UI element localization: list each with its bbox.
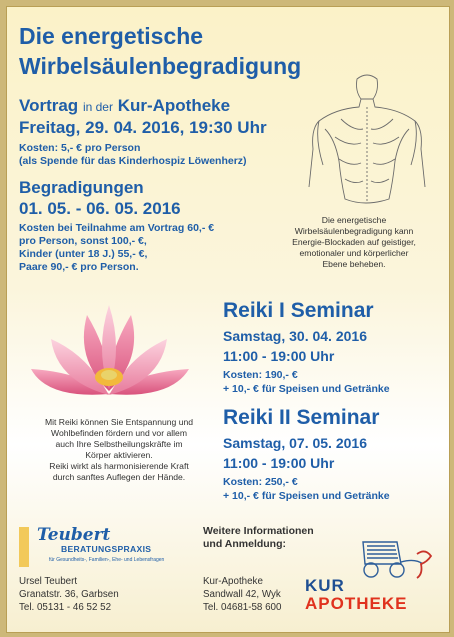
teubert-contact-address: Granatstr. 36, Garbsen — [19, 589, 119, 600]
reiki-caption-line: Körper aktivieren. — [85, 450, 153, 460]
vortrag-in-der: in der — [82, 100, 113, 114]
reiki1-time: 11:00 - 19:00 Uhr — [223, 348, 335, 364]
apotheke-logo-word: APOTHEKE — [305, 594, 408, 613]
reiki2-kosten: Kosten: 250,- € — [223, 476, 298, 488]
reiki2-title: Reiki II Seminar — [223, 406, 380, 429]
weitere-informationen — [203, 525, 314, 551]
teubert-logo — [19, 525, 169, 570]
kur-apotheke-logo — [303, 534, 435, 614]
vortrag-kosten: Kosten: 5,- € pro Person — [19, 142, 141, 154]
reiki-caption-line: durch sanftes Auflegen der Hände. — [52, 472, 186, 482]
back-caption-line: Wirbelsäulenbegradigung kann — [294, 226, 414, 236]
reiki-caption-line: auch Ihre Selbstheilungskräfte im — [55, 439, 183, 449]
teubert-contact-name: Ursel Teubert — [19, 576, 78, 587]
vortrag-word: Vortrag — [19, 96, 79, 115]
back-caption — [275, 215, 433, 270]
reiki2-extra: + 10,- € für Speisen und Getränke — [223, 490, 390, 502]
vortrag-heading — [19, 95, 230, 118]
teubert-logo-line: für Gesundheits-, Familien-, Ehe- und Lebensfragen — [49, 557, 165, 563]
lotus-flower-illustration — [27, 299, 192, 409]
vortrag-date-time: Freitag, 29. 04. 2016, 19:30 Uhr — [19, 118, 267, 137]
teubert-logo-name: Teubert — [37, 525, 111, 545]
begradigungen-line: Kosten bei Teilnahme am Vortrag 60,- € — [19, 222, 215, 234]
carriage-icon — [357, 534, 435, 580]
back-caption-line: Die energetische — [321, 215, 387, 225]
reiki1-kosten: Kosten: 190,- € — [223, 369, 298, 381]
reiki-caption-line: Reiki wirkt als harmonisierende Kraft — [49, 461, 189, 471]
reiki-caption-line: Mit Reiki können Sie Entspannung und — [44, 417, 194, 427]
vortrag-place: Kur-Apotheke — [117, 96, 231, 115]
reiki1-extra: + 10,- € für Speisen und Getränke — [223, 383, 390, 395]
begradigungen-title: Begradigungen — [19, 178, 144, 197]
back-caption-line: Energie-Blockaden auf geistiger, — [292, 237, 416, 247]
reiki2-date: Samstag, 07. 05. 2016 — [223, 435, 367, 451]
begradigungen-line: Paare 90,- € pro Person. — [19, 261, 139, 273]
teubert-contact-phone: Tel. 05131 - 46 52 52 — [19, 602, 112, 613]
begradigungen-line: pro Person, sonst 100,- €, — [19, 235, 147, 247]
teubert-logo-bar — [19, 527, 29, 567]
reiki1-title: Reiki I Seminar — [223, 299, 374, 322]
kur-contact — [203, 575, 281, 614]
teubert-logo-sub: BERATUNGSPRAXIS — [61, 544, 152, 554]
reiki2-time: 11:00 - 19:00 Uhr — [223, 455, 335, 471]
reiki1-date: Samstag, 30. 04. 2016 — [223, 328, 367, 344]
begradigungen-dates: 01. 05. - 06. 05. 2016 — [19, 199, 181, 218]
poster — [6, 6, 450, 633]
begradigungen-line: Kinder (unter 18 J.) 55,- €, — [19, 248, 148, 260]
reiki-caption — [19, 417, 219, 483]
reiki-caption-line: Wohlbefinden fördern und vor allem — [51, 428, 187, 438]
back-caption-line: emotionaler und körperlicher — [299, 248, 409, 258]
back-caption-line: Ebene beheben. — [322, 259, 386, 269]
kur-contact-name: Kur-Apotheke — [203, 576, 263, 587]
back-anatomy-illustration — [305, 69, 430, 214]
kur-contact-phone: Tel. 04681-58 600 — [203, 602, 282, 613]
weitere-line: und Anmeldung: — [203, 538, 287, 550]
vortrag-spende: (als Spende für das Kinderhospiz Löwenherz) — [19, 155, 247, 167]
kur-contact-address: Sandwall 42, Wyk — [203, 589, 281, 600]
kur-logo-word: KUR — [305, 576, 345, 595]
teubert-contact — [19, 575, 119, 614]
title-line-1: Die energetische — [19, 23, 204, 49]
title-line-2: Wirbelsäulenbegradigung — [19, 53, 302, 79]
weitere-line: Weitere Informationen — [203, 525, 314, 537]
